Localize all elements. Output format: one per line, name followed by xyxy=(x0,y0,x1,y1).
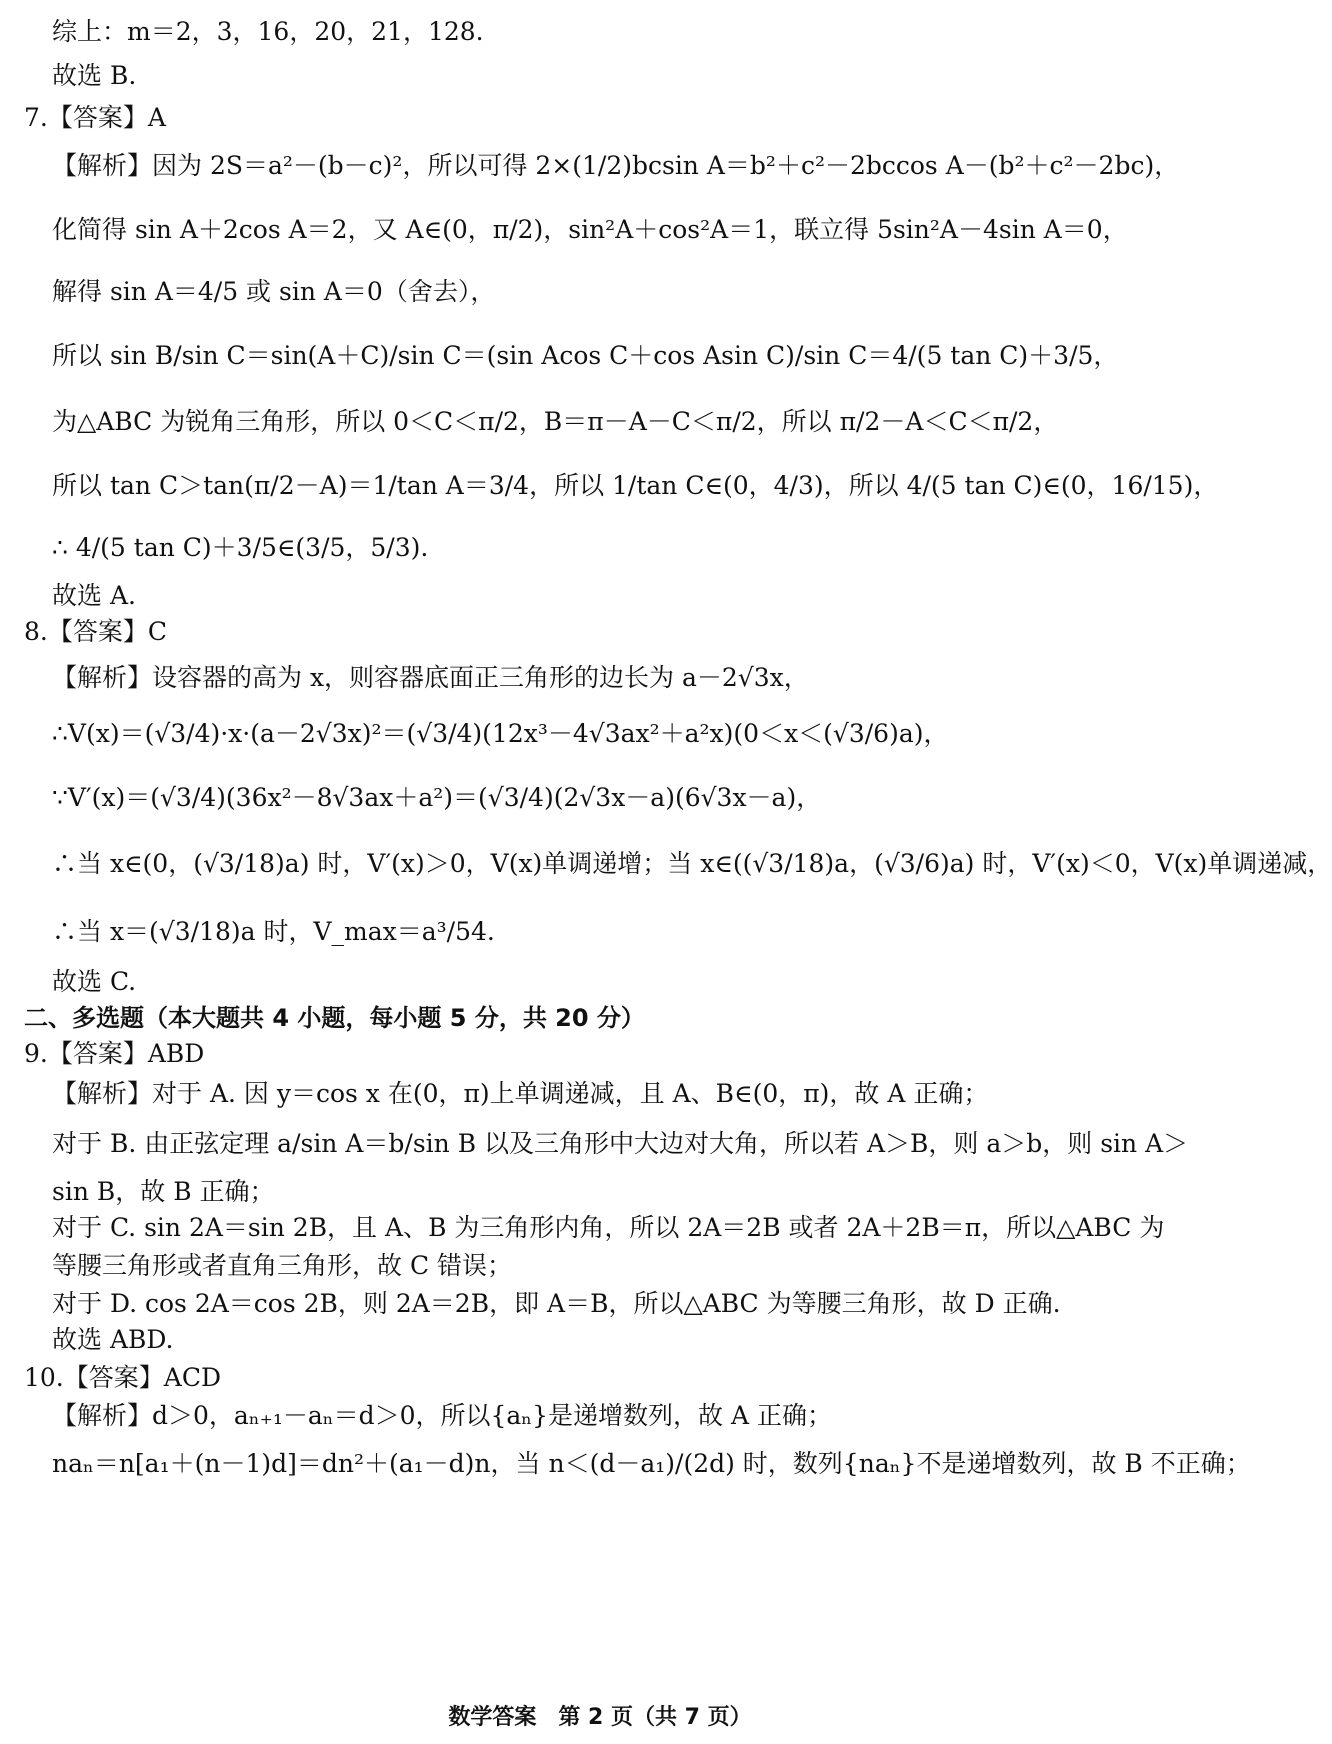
solution-line: 故选 ABD. xyxy=(52,1325,174,1354)
solution-line: 【解析】对于 A. 因 y＝cos x 在(0，π)上单调递减，且 A、B∈(0，π)，故 A 正确； xyxy=(52,1079,989,1108)
solution-line: naₙ＝n[a₁＋(n－1)d]＝dn²＋(a₁－d)n，当 n＜(d－a₁)/(2d) 时，数列{naₙ}不是递增数列，故 B 不正确； xyxy=(52,1449,1251,1478)
answer-line: 7.【答案】A xyxy=(24,103,166,132)
answer-line: 9.【答案】ABD xyxy=(24,1039,205,1068)
solution-line: sin B，故 B 正确； xyxy=(52,1177,275,1206)
solution-line: 综上：m＝2，3，16，20，21，128. xyxy=(52,17,484,46)
solution-line: 对于 D. cos 2A＝cos 2B，则 2A＝2B，即 A＝B，所以△ABC 为等腰三角形，故 D 正确. xyxy=(52,1289,1061,1318)
solution-line: ∴V(x)＝(√3/4)·x·(a－2√3x)²＝(√3/4)(12x³－4√3ax²＋a²x)(0＜x＜(√3/6)a)， xyxy=(52,719,949,748)
solution-line: 化简得 sin A＋2cos A＝2，又 A∈(0，π/2)，sin²A＋cos²A＝1，联立得 5sin²A－4sin A＝0， xyxy=(52,215,1128,244)
solution-line: 【解析】设容器的高为 x，则容器底面正三角形的边长为 a－2√3x， xyxy=(52,663,809,692)
solution-line: 故选 C. xyxy=(52,967,137,996)
solution-line: 为△ABC 为锐角三角形，所以 0＜C＜π/2，B＝π－A－C＜π/2，所以 π/2－A＜C＜π/2， xyxy=(52,407,1059,436)
answer-line: 8.【答案】C xyxy=(24,617,167,646)
solution-line: 对于 C. sin 2A＝sin 2B，且 A、B 为三角形内角，所以 2A＝2B 或者 2A＋2B＝π，所以△ABC 为 xyxy=(52,1213,1165,1242)
solution-line: ∵V′(x)＝(√3/4)(36x²－8√3ax＋a²)＝(√3/4)(2√3x－a)(6√3x－a)， xyxy=(52,783,822,812)
solution-line: 解得 sin A＝4/5 或 sin A＝0（舍去）， xyxy=(52,277,496,306)
solution-line: 等腰三角形或者直角三角形，故 C 错误； xyxy=(52,1251,513,1280)
solution-line: ∴当 x∈(0，(√3/18)a) 时，V′(x)＞0，V(x)单调递增；当 x∈((√3/18)a，(√3/6)a) 时，V′(x)＜0，V(x)单调递减， xyxy=(52,849,1332,878)
solution-line: 【解析】d＞0，aₙ₊₁－aₙ＝d＞0，所以{aₙ}是递增数列，故 A 正确； xyxy=(52,1401,832,1430)
solution-line: ∴当 x＝(√3/18)a 时，V_max＝a³/54. xyxy=(52,917,495,946)
solution-line: 所以 sin B/sin C＝sin(A＋C)/sin C＝(sin Acos C＋cos Asin C)/sin C＝4/(5 tan C)＋3/5， xyxy=(52,341,1119,370)
solution-line: 故选 A. xyxy=(52,581,136,610)
answer-line: 10.【答案】ACD xyxy=(24,1363,221,1392)
solution-line: 【解析】因为 2S＝a²－(b－c)²，所以可得 2×(1/2)bcsin A＝b²＋c²－2bccos A－(b²＋c²－2bc)， xyxy=(52,151,1180,180)
solution-line: 所以 tan C＞tan(π/2－A)＝1/tan A＝3/4，所以 1/tan C∈(0，4/3)，所以 4/(5 tan C)∈(0，16/15)， xyxy=(52,471,1219,500)
section-heading: 二、多选题（本大题共 4 小题，每小题 5 分，共 20 分） xyxy=(24,1004,645,1032)
solution-line: 故选 B. xyxy=(52,61,137,90)
solution-line: 对于 B. 由正弦定理 a/sin A＝b/sin B 以及三角形中大边对大角，所以若 A＞B，则 a＞b，则 sin A＞ xyxy=(52,1129,1189,1158)
solution-line: ∴ 4/(5 tan C)＋3/5∈(3/5，5/3). xyxy=(52,533,429,562)
page-footer: 数学答案 第 2 页（共 7 页） xyxy=(448,1705,752,1730)
